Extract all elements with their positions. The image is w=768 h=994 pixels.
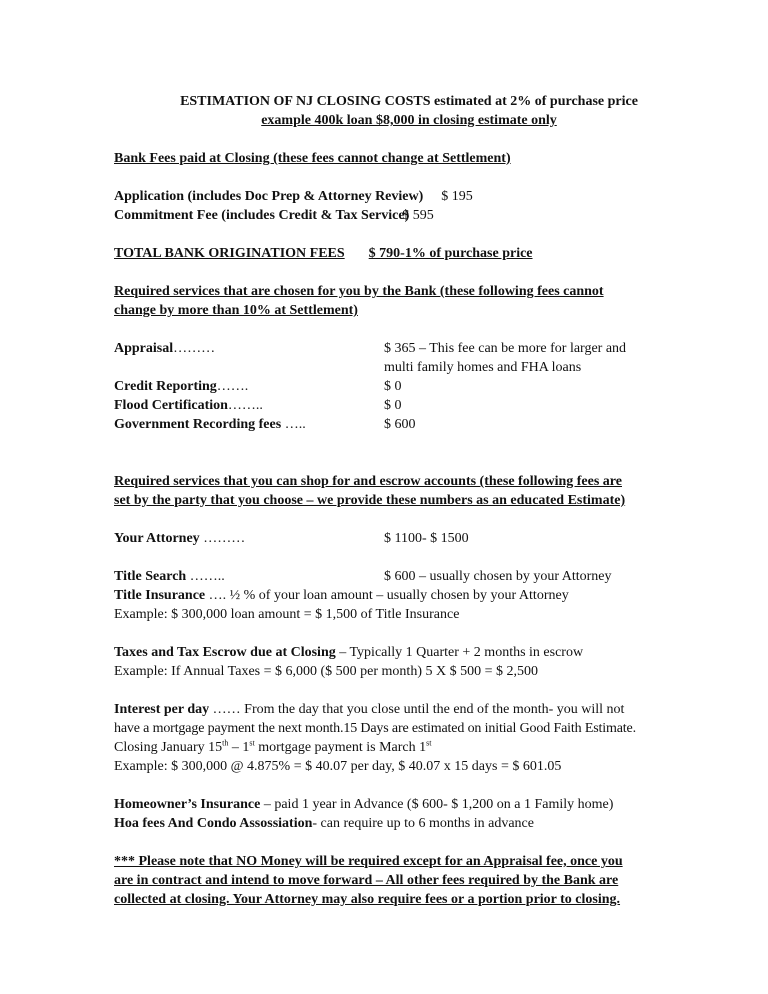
note-line1: *** Please note that NO Money will be required except for an Appraisal fee, once you (114, 854, 623, 869)
document-title: ESTIMATION OF NJ CLOSING COSTS estimated at 2% of purchase price (180, 94, 638, 109)
interest-label: Interest per day (114, 702, 210, 717)
government-recording-row (114, 415, 704, 434)
title-search-row (114, 567, 704, 586)
total-fees-row (114, 244, 704, 263)
spacer (114, 510, 704, 529)
application-fee-value: $ 195 (441, 189, 473, 204)
appraisal-row (114, 339, 704, 358)
title-search-dots: …….. (186, 569, 225, 584)
spacer (114, 681, 704, 700)
title-insurance-example: Example: $ 300,000 loan amount = $ 1,500 of Title Insurance (114, 607, 460, 622)
interest-line3 (114, 738, 704, 757)
title-insurance-row (114, 586, 704, 605)
title-insurance-label: Title Insurance (114, 588, 206, 603)
interest-line3-b: – 1 (228, 740, 250, 755)
spacer (114, 548, 704, 567)
spacer (114, 776, 704, 795)
commitment-fee-label: Commitment Fee (includes Credit & Tax Service) (114, 208, 410, 223)
interest-line2: have a mortgage payment the next month.15 Days are estimated on initial Good Faith Estimate. (114, 721, 636, 736)
shop-services-heading-line2: set by the party that you choose – we provide these numbers as an educated Estimate) (114, 493, 626, 508)
spacer (114, 168, 704, 187)
appraisal-dots: ……… (173, 341, 216, 356)
flood-certification-dots: …….. (227, 398, 263, 413)
spacer (114, 225, 704, 244)
total-fees-label: TOTAL BANK ORIGINATION FEES (114, 246, 345, 261)
credit-reporting-label: Credit Reporting (114, 379, 217, 394)
government-recording-dots: ….. (281, 417, 306, 432)
interest-text: …… From the day that you close until the end of the month- you will not (209, 702, 625, 717)
title-insurance-text: …. ½ % of your loan amount – usually chosen by your Attorney (205, 588, 569, 603)
taxes-row (114, 643, 704, 662)
note-line2: are in contract and intend to move forward – All other fees required by the Bank are (114, 873, 619, 888)
credit-reporting-row (114, 377, 704, 396)
required-services-heading-line1: Required services that are chosen for you by the Bank (these following fees cannot (114, 284, 604, 299)
attorney-value: $ 1100- $ 1500 (384, 531, 469, 546)
interest-example: Example: $ 300,000 @ 4.875% = $ 40.07 per day, $ 40.07 x 15 days = $ 601.05 (114, 759, 562, 774)
hoa-text: - can require up to 6 months in advance (312, 816, 534, 831)
application-fee-label: Application (includes Doc Prep & Attorney Review) (114, 189, 424, 204)
interest-row (114, 700, 704, 719)
attorney-dots: ……… (199, 531, 246, 546)
spacer (114, 263, 704, 282)
attorney-row (114, 529, 704, 548)
spacer (114, 320, 704, 339)
flood-certification-row (114, 396, 704, 415)
interest-line3-sup3: st (426, 738, 432, 748)
bank-fees-heading: Bank Fees paid at Closing (these fees cannot change at Settlement) (114, 151, 511, 166)
document-subtitle: example 400k loan $8,000 in closing estimate only (261, 113, 557, 128)
document-page (114, 92, 704, 909)
appraisal-value: $ 365 – This fee can be more for larger and (384, 341, 627, 356)
appraisal-value-cont: multi family homes and FHA loans (384, 360, 582, 375)
homeowner-label: Homeowner’s Insurance (114, 797, 261, 812)
attorney-label: Your Attorney (114, 531, 200, 546)
flood-certification-label: Flood Certification (114, 398, 228, 413)
application-fee-row (114, 187, 704, 206)
commitment-fee-row (114, 206, 704, 225)
note-line3: collected at closing. Your Attorney may also require fees or a portion prior to closing. (114, 892, 621, 907)
interest-line3-c: mortgage payment is March 1 (254, 740, 427, 755)
spacer (114, 624, 704, 643)
credit-reporting-value: $ 0 (384, 379, 402, 394)
credit-reporting-dots: ……. (216, 379, 249, 394)
shop-services-heading-line1: Required services that you can shop for and escrow accounts (these following fees are (114, 474, 622, 489)
title-search-value: $ 600 – usually chosen by your Attorney (384, 569, 612, 584)
appraisal-row-cont (114, 358, 704, 377)
spacer (114, 434, 704, 472)
hoa-row (114, 814, 704, 833)
flood-certification-value: $ 0 (384, 398, 402, 413)
taxes-example: Example: If Annual Taxes = $ 6,000 ($ 500 per month) 5 X $ 500 = $ 2,500 (114, 664, 538, 679)
total-fees-value: $ 790-1% of purchase price (368, 246, 533, 261)
government-recording-label: Government Recording fees (114, 417, 282, 432)
spacer (114, 833, 704, 852)
spacer (114, 130, 704, 149)
taxes-text: – Typically 1 Quarter + 2 months in escrow (335, 645, 584, 660)
interest-line3-a: Closing January 15 (114, 740, 223, 755)
interest-line3-sup1: th (222, 738, 229, 748)
title-search-label: Title Search (114, 569, 187, 584)
taxes-label: Taxes and Tax Escrow due at Closing (114, 645, 336, 660)
hoa-label: Hoa fees And Condo Assossiation (114, 816, 313, 831)
homeowner-text: – paid 1 year in Advance ($ 600- $ 1,200 on a 1 Family home) (260, 797, 614, 812)
required-services-heading-line2: change by more than 10% at Settlement) (114, 303, 358, 318)
homeowner-row (114, 795, 704, 814)
commitment-fee-value: $ 595 (402, 208, 434, 223)
government-recording-value: $ 600 (384, 417, 416, 432)
interest-line3-sup2: st (249, 738, 255, 748)
appraisal-label: Appraisal (114, 341, 174, 356)
